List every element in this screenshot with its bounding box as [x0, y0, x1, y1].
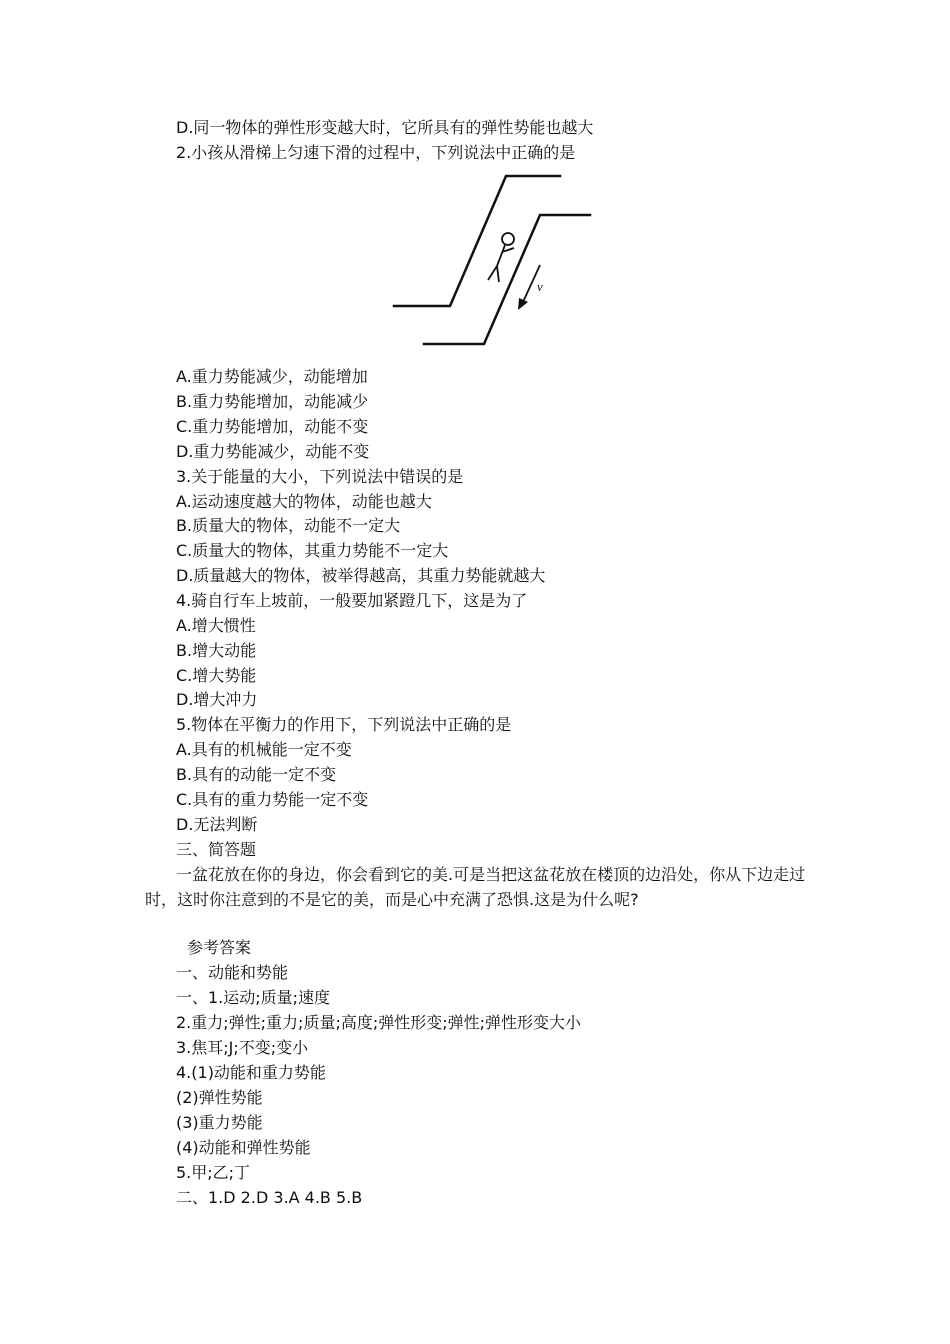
- answer-line: 5.甲;乙;丁: [176, 1163, 251, 1182]
- section3-paragraph: 一盆花放在你的身边，你会看到它的美.可是当把这盆花放在楼顶的边沿处，你从下边走过时，这时你注意到的不是它的美，而是心中充满了恐惧.这是为什么呢?: [145, 865, 806, 909]
- slide-figure: [380, 168, 600, 356]
- q4-option-c: C.增大势能: [176, 666, 257, 685]
- q2-option-d: D.重力势能减少，动能不变: [176, 442, 370, 461]
- q3-option-a: A.运动速度越大的物体，动能也越大: [176, 492, 432, 511]
- answer-line: 一、动能和势能: [176, 963, 289, 982]
- q5-option-b: B.具有的动能一定不变: [176, 765, 337, 784]
- q2-option-c: C.重力势能增加，动能不变: [176, 417, 369, 436]
- q3-option-c: C.质量大的物体，其重力势能不一定大: [176, 541, 449, 560]
- answers-title: 参考答案: [187, 938, 252, 957]
- velocity-label: v: [537, 279, 543, 294]
- q5-option-c: C.具有的重力势能一定不变: [176, 790, 369, 809]
- slide-diagram: [394, 176, 590, 344]
- q2-option-a: A.重力势能减少，动能增加: [176, 367, 368, 386]
- answer-line: 3.焦耳;J;不变;变小: [176, 1038, 309, 1057]
- q5-stem: 5.物体在平衡力的作用下，下列说法中正确的是: [176, 715, 512, 734]
- answer-line: 4.(1)动能和重力势能: [176, 1063, 326, 1082]
- q5-option-d: D.无法判断: [176, 815, 258, 834]
- q4-option-a: A.增大惯性: [176, 616, 256, 635]
- answer-line: 一、1.运动;质量;速度: [176, 988, 331, 1007]
- q1-option-d: D.同一物体的弹性形变越大时，它所具有的弹性势能也越大: [176, 118, 594, 137]
- slide-upper-rail: [394, 176, 560, 306]
- answer-line: (2)弹性势能: [176, 1088, 263, 1107]
- q4-option-b: B.增大动能: [176, 641, 257, 660]
- q5-option-a: A.具有的机械能一定不变: [176, 740, 352, 759]
- q4-stem: 4.骑自行车上坡前，一般要加紧蹬几下，这是为了: [176, 591, 528, 610]
- q4-option-d: D.增大冲力: [176, 690, 258, 709]
- q3-option-d: D.质量越大的物体，被举得越高，其重力势能就越大: [176, 566, 546, 585]
- section3-heading: 三、简答题: [176, 840, 257, 859]
- q3-stem: 3.关于能量的大小，下列说法中错误的是: [176, 467, 464, 486]
- answer-line: (4)动能和弹性势能: [176, 1138, 311, 1157]
- slide-lower-rail: [424, 215, 590, 344]
- q3-option-b: B.质量大的物体，动能不一定大: [176, 516, 401, 535]
- answer-line: 二、1.D 2.D 3.A 4.B 5.B: [176, 1188, 363, 1207]
- answer-line: 2.重力;弹性;重力;质量;高度;弹性形变;弹性;弹性形变大小: [176, 1013, 582, 1032]
- q2-option-b: B.重力势能增加，动能减少: [176, 392, 369, 411]
- child-stick-figure-icon: [488, 233, 514, 282]
- q2-stem: 2.小孩从滑梯上匀速下滑的过程中，下列说法中正确的是: [176, 143, 576, 162]
- answer-line: (3)重力势能: [176, 1113, 263, 1132]
